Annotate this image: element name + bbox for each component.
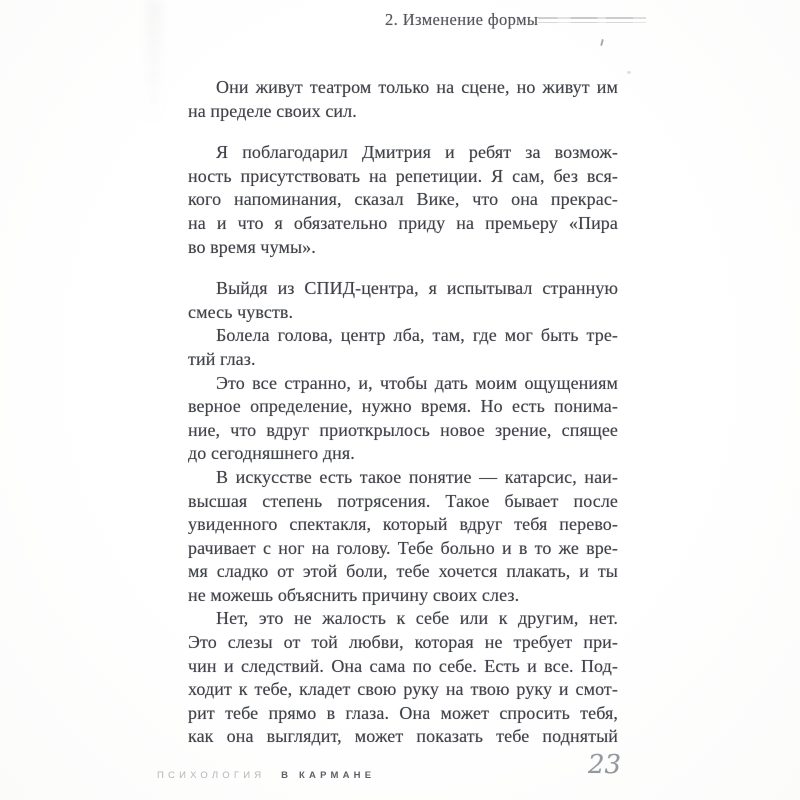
text-line: на пределе своих сил. [188,100,357,121]
text-line: кого напоминания, сказал Вике, что она прекрас- [188,189,618,210]
book-title-part-light: ПСИХОЛОГИЯ [157,770,266,781]
text-line: Я поблагодарил Дмитрия и ребят за возмож- [216,142,618,163]
scan-speck [627,71,631,74]
decor-rule [538,17,646,19]
text-line: Нет, это не жалость к себе или к другим, нет. [216,608,618,629]
paragraph [188,277,618,324]
paragraph [188,141,618,259]
header-decor-rules [538,17,646,26]
text-line: верное определение, нужно время. Но есть понима- [188,396,618,417]
text-line: тий глаз. [188,348,256,369]
chapter-running-head: 2. Изменение формы [385,10,539,29]
text-line: как она выглядит, может показать тебе поднятый [188,726,618,747]
text-line: рачивает с ног на голову. Тебе больно и в то же вре- [188,537,618,558]
text-line: мя сладко от этой боли, тебе хочется плакать, и ты [188,561,618,582]
text-line: на и что я обязательно приду на премьеру «Пира [188,212,618,233]
text-line: во время чумы». [188,236,316,257]
paragraph [188,607,618,749]
text-line: смесь чувств. [188,301,294,322]
text-line: В искусстве есть такое понятие — катарсис, наи- [216,466,618,487]
text-line: высшая степень потрясения. Такое бывает после [188,490,618,511]
text-line: не можешь объяснить причину своих слез. [188,584,520,605]
paragraph [188,324,618,371]
text-line: ность присутствовать на репетиции. Я сам, без вся- [188,165,618,186]
book-title-footer [157,770,375,781]
text-line: Это слезы от той любви, которая не требует при- [188,632,618,653]
text-line: ходит к тебе, кладет свою руку на твою руку и смот- [188,679,618,700]
text-line: Они живут театром только на сцене, но живут им [216,77,618,97]
paragraph [188,466,618,608]
text-line: Это все странно, и, чтобы дать моим ощущениям [216,372,618,393]
book-title-part-bold: В КАРМАНЕ [281,770,376,781]
page-number: 23 [588,750,622,780]
text-line: рит тебе прямо в глаза. Она может спросить тебя, [188,702,618,723]
text-line: Болела голова, центр лба, там, где мог быть тре- [216,325,618,346]
paragraph [188,76,618,123]
scan-speck [600,39,604,46]
text-line: до сегодняшнего дня. [188,443,355,464]
decor-rule [538,22,646,24]
text-line: чин и следствий. Она сама по себе. Есть и все. Под- [188,655,618,676]
scan-gutter-shade [146,0,162,130]
text-line: ние, что вдруг приоткрылось новое зрение, спящее [188,419,618,440]
text-line: Выйдя из СПИД-центра, я испытывал странную [216,278,618,299]
page-text-block [188,76,618,749]
paragraph [188,372,618,466]
text-line: увиденного спектакля, который вдруг тебя перево- [188,514,618,535]
